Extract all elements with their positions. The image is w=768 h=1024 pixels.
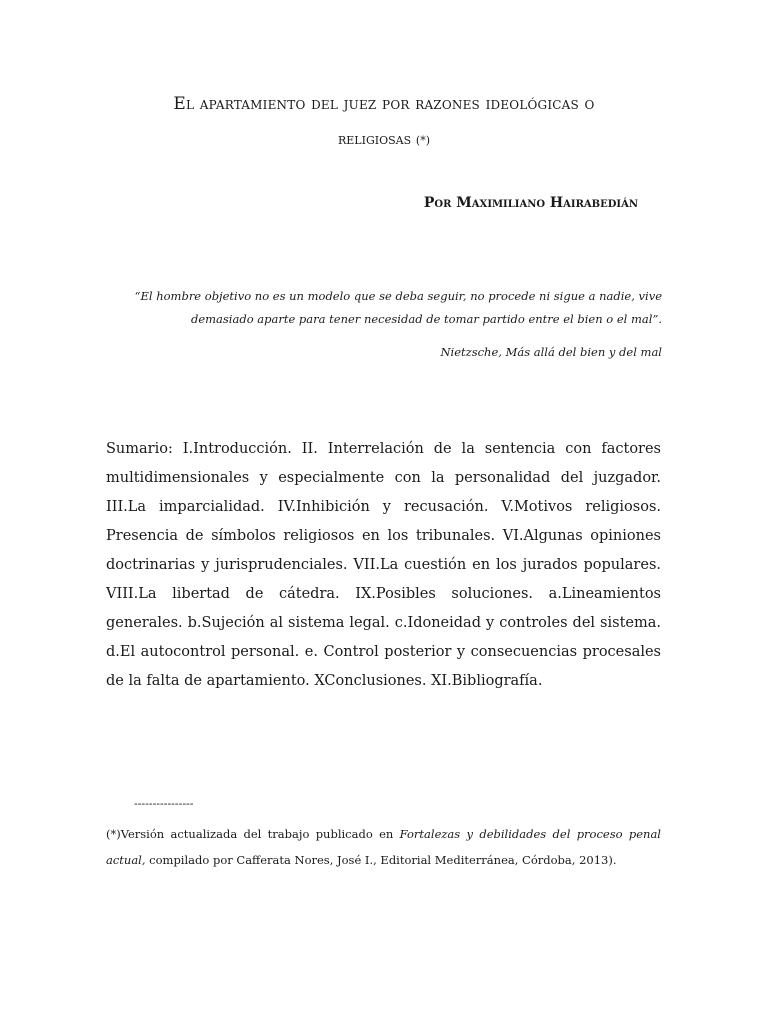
author-line: Por Maximiliano Hairabedián bbox=[423, 195, 638, 211]
epigraph-source: Nietzsche, Más allá del bien y del mal bbox=[440, 345, 662, 359]
footnote-prefix: (*)Versión actualizada del trabajo publicado en bbox=[106, 827, 400, 841]
footnote-separator: ---------------- bbox=[134, 797, 194, 810]
summary-paragraph: Sumario: I.Introducción. II. Interrelación de la sentencia con factores multidimensionales y especialmente con la personalidad del juzgador. III.La imparcialidad. IV.Inhibición y recusación. V.Motivos religiosos. Presencia de símbolos religiosos en los tribunales. VI.Algunas opiniones doctrinarias y jurisprudenciales. VII.La cuestión en los jurados populares. VIII.La libertad de cátedra. IX.Posibles soluciones. a.Lineamientos generales. b.Sujeción al sistema legal. c.Idoneidad y controles del sistema. d.El autocontrol personal. e. Control posterior y consecuencias procesales de la falta de apartamiento. XConclusiones. XI.Bibliografía. bbox=[106, 441, 661, 689]
title-footnote-mark: (*) bbox=[415, 134, 430, 147]
epigraph-quote: “El hombre objetivo no es un modelo que se deba seguir, no procede ni sigue a nadie, vive demasiado aparte para tener necesidad de tomar partido entre el bien o el mal”. bbox=[134, 289, 662, 326]
footnote-suffix: compilado por Cafferata Nores, José I., Editorial Mediterránea, Córdoba, 2013). bbox=[145, 853, 617, 867]
document-title-line2 bbox=[0, 130, 768, 148]
document-title-line2-text: religiosas bbox=[337, 130, 412, 148]
document-title-line1: El apartamiento del juez por razones ideológicas o bbox=[173, 94, 595, 114]
footnote bbox=[106, 821, 661, 873]
footnote-book-title: Fortalezas y debilidades del proceso penal actual, bbox=[106, 827, 661, 867]
